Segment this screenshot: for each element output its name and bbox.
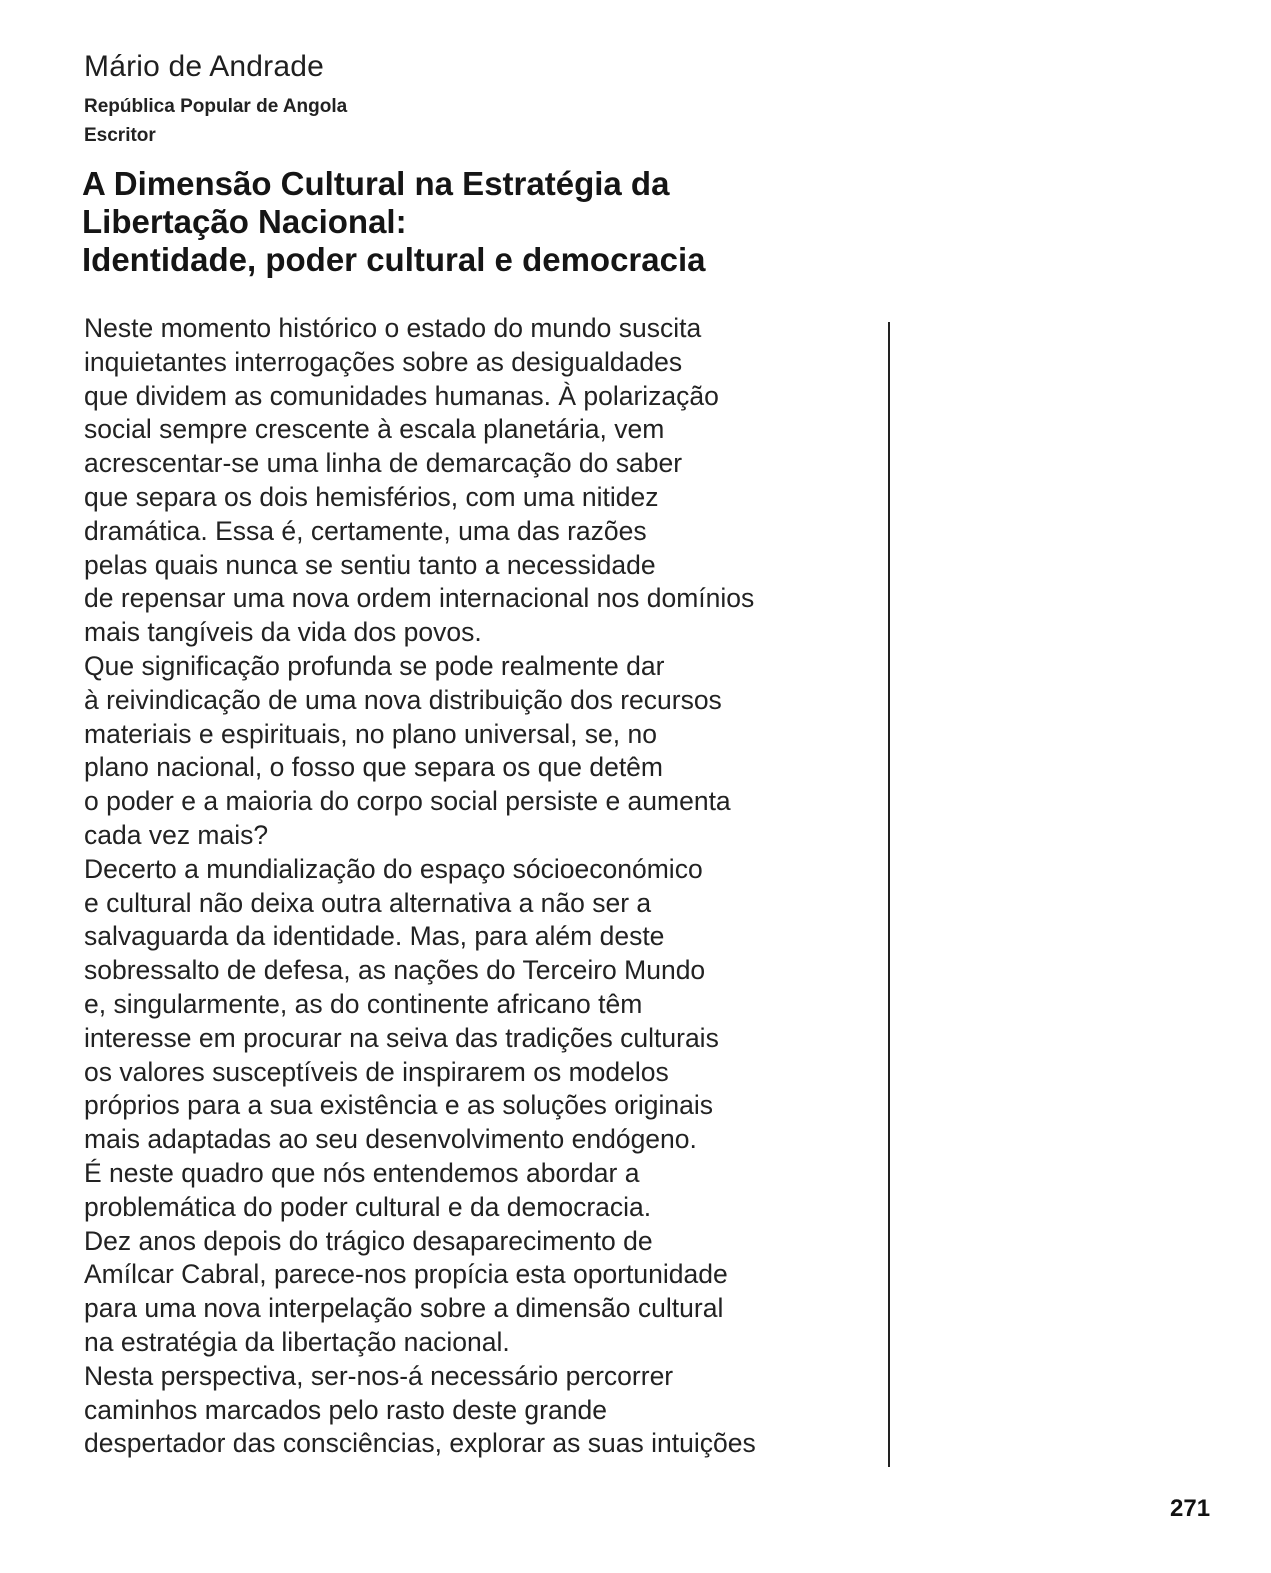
author-country: República Popular de Angola	[84, 96, 348, 117]
body-line: salvaguarda da identidade. Mas, para além deste	[84, 921, 665, 952]
body-line: problemática do poder cultural e da democracia.	[84, 1191, 652, 1222]
body-line: os valores susceptíveis de inspirarem os modelos	[84, 1056, 669, 1087]
body-line: despertador das consciências, explorar as suas intuições	[84, 1428, 756, 1459]
page-number: 271	[1170, 1495, 1211, 1522]
body-line: Neste momento histórico o estado do mundo suscita	[84, 313, 702, 343]
body-line: mais tangíveis da vida dos povos.	[84, 617, 482, 648]
title-line: A Dimensão Cultural na Estratégia da	[82, 165, 670, 202]
article-body	[84, 312, 884, 1461]
body-line: pelas quais nunca se sentiu tanto a necessidade	[84, 549, 656, 580]
body-line: Que significação profunda se pode realmente dar	[84, 650, 665, 681]
author-role: Escritor	[84, 125, 156, 146]
body-line: à reivindicação de uma nova distribuição dos recursos	[84, 684, 722, 715]
body-line: Nesta perspectiva, ser-nos-á necessário percorrer	[84, 1360, 674, 1391]
body-line: e, singularmente, as do continente africano têm	[84, 988, 643, 1019]
body-line: mais adaptadas ao seu desenvolvimento endógeno.	[84, 1124, 697, 1155]
body-line: na estratégia da libertação nacional.	[84, 1326, 510, 1357]
body-line: e cultural não deixa outra alternativa a não ser a	[84, 887, 652, 918]
body-line: Amílcar Cabral, parece-nos propícia esta oportunidade	[84, 1259, 728, 1290]
body-line: de repensar uma nova ordem internacional nos domínios	[84, 583, 755, 614]
article-title	[82, 165, 842, 279]
body-line: acrescentar-se uma linha de demarcação do saber	[84, 448, 683, 479]
body-line: Decerto a mundialização do espaço sócioeconómico	[84, 853, 703, 884]
body-line: que dividem as comunidades humanas. À polarização	[84, 380, 719, 411]
body-line: plano nacional, o fosso que separa os que detêm	[84, 752, 663, 783]
body-line: social sempre crescente à escala planetária, vem	[84, 414, 665, 445]
margin-rule	[888, 322, 890, 1467]
title-line: Libertação Nacional:	[82, 203, 407, 240]
body-line: materiais e espirituais, no plano universal, se, no	[84, 718, 657, 749]
body-line: É neste quadro que nós entendemos abordar a	[84, 1157, 640, 1188]
title-line: Identidade, poder cultural e democracia	[82, 241, 706, 278]
body-line: sobressalto de defesa, as nações do Terceiro Mundo	[84, 955, 706, 986]
body-line: interesse em procurar na seiva das tradições culturais	[84, 1022, 719, 1053]
body-line: Dez anos depois do trágico desaparecimento de	[84, 1225, 653, 1256]
author-affiliation	[84, 92, 347, 150]
author-name: Mário de Andrade	[84, 50, 325, 83]
body-line: próprios para a sua existência e as soluções originais	[84, 1090, 713, 1121]
body-line: dramática. Essa é, certamente, uma das razões	[84, 515, 647, 546]
body-line: que separa os dois hemisférios, com uma nitidez	[84, 481, 659, 512]
body-line: caminhos marcados pelo rasto deste grande	[84, 1394, 607, 1425]
body-line: inquietantes interrogações sobre as desigualdades	[84, 346, 683, 377]
body-line: para uma nova interpelação sobre a dimensão cultural	[84, 1293, 724, 1324]
body-line: cada vez mais?	[84, 819, 269, 850]
body-line: o poder e a maioria do corpo social persiste e aumenta	[84, 786, 731, 817]
